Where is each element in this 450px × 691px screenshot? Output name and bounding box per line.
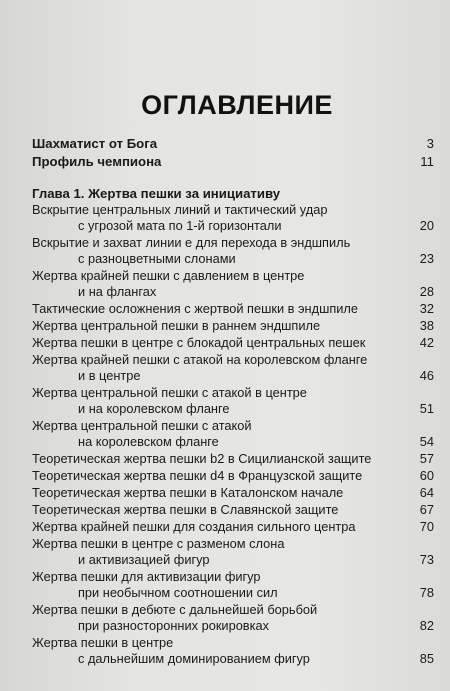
toc-page-number: 82 bbox=[419, 618, 434, 633]
toc-entry bbox=[28, 335, 438, 351]
toc-entry-text-continued: и активизацией фигур bbox=[78, 552, 210, 567]
toc-entry-text-continued: на королевском фланге bbox=[78, 434, 219, 449]
toc-entry bbox=[28, 569, 438, 601]
toc-front-item bbox=[28, 135, 438, 152]
toc-entry-text: Теоретическая жертва пешки в Каталонском начале bbox=[32, 485, 344, 500]
spacer bbox=[28, 171, 438, 186]
front-matter bbox=[28, 135, 438, 170]
toc-entry-text-continued: с дальнейшим доминированием фигур bbox=[78, 651, 310, 666]
toc-page-number: 85 bbox=[419, 651, 434, 666]
toc-entry-line bbox=[28, 618, 438, 634]
toc-page-number: 78 bbox=[419, 585, 434, 600]
toc-entry bbox=[28, 202, 438, 234]
toc-entry-line bbox=[28, 418, 438, 434]
toc-entry-text: Жертва пешки в центре с блокадой центральных пешек bbox=[32, 335, 366, 350]
toc-entry-line bbox=[28, 284, 438, 300]
toc-entry bbox=[28, 468, 438, 484]
toc-item-text: Профиль чемпиона bbox=[32, 154, 162, 169]
toc-entry-text: Жертва пешки в центре bbox=[32, 635, 174, 650]
toc-entry-line bbox=[28, 451, 438, 467]
toc-entry-line bbox=[28, 602, 438, 618]
toc-entry-text: Теоретическая жертва пешки b2 в Сицилианской защите bbox=[32, 451, 372, 466]
toc-entry-text: Жертва центральной пешки в раннем эндшпиле bbox=[32, 318, 321, 333]
toc-entry bbox=[28, 519, 438, 535]
toc-entry-line bbox=[28, 651, 438, 667]
toc-page-number: 54 bbox=[419, 434, 434, 449]
toc-page-number: 23 bbox=[419, 251, 434, 266]
toc-entry-text-continued: с разноцветными слонами bbox=[78, 251, 236, 266]
table-of-contents bbox=[28, 90, 438, 668]
toc-page-number: 38 bbox=[419, 318, 434, 333]
toc-item-text: Шахматист от Бога bbox=[32, 136, 158, 151]
toc-entry-line bbox=[28, 352, 438, 368]
toc-entry-text: Жертва пешки для активизации фигур bbox=[32, 569, 261, 584]
toc-entry-line bbox=[28, 485, 438, 501]
toc-entry-text: Жертва крайней пешки для создания сильного центра bbox=[32, 519, 356, 534]
toc-entry-line bbox=[28, 385, 438, 401]
page-title: ОГЛАВЛЕНИЕ bbox=[141, 90, 333, 120]
toc-entry-text-continued: и на флангах bbox=[78, 284, 157, 299]
toc-entry bbox=[28, 352, 438, 384]
toc-entry-text-continued: при необычном соотношении сил bbox=[78, 585, 278, 600]
toc-entry bbox=[28, 635, 438, 667]
toc-entry-line bbox=[28, 635, 438, 651]
toc-entry bbox=[28, 602, 438, 634]
toc-entry bbox=[28, 418, 438, 450]
toc-page-number: 32 bbox=[419, 301, 434, 316]
toc-entry-line bbox=[28, 519, 438, 535]
toc-entry bbox=[28, 451, 438, 467]
toc-entry bbox=[28, 385, 438, 417]
toc-page-number: 73 bbox=[419, 552, 434, 567]
toc-entry-line bbox=[28, 335, 438, 351]
toc-entry-text: Жертва центральной пешки с атакой в центре bbox=[32, 385, 307, 400]
toc-entries bbox=[28, 202, 438, 667]
toc-page-number: 46 bbox=[419, 368, 434, 383]
toc-entry-text: Теоретическая жертва пешки d4 в Французской защите bbox=[32, 468, 363, 483]
toc-page-number: 51 bbox=[419, 401, 434, 416]
toc-entry-line bbox=[28, 251, 438, 267]
toc-entry-text-continued: и в центре bbox=[78, 368, 141, 383]
toc-entry-text: Жертва крайней пешки с атакой на королевском фланге bbox=[32, 352, 368, 367]
toc-entry-line bbox=[28, 301, 438, 317]
toc-page-number: 11 bbox=[420, 154, 434, 169]
toc-entry bbox=[28, 268, 438, 300]
toc-entry-text: Жертва центральной пешки с атакой bbox=[32, 418, 252, 433]
toc-entry bbox=[28, 318, 438, 334]
toc-entry-text: Тактические осложнения с жертвой пешки в эндшпиле bbox=[32, 301, 359, 316]
toc-page-number: 57 bbox=[419, 451, 434, 466]
toc-front-item bbox=[28, 153, 438, 170]
toc-entry-line bbox=[28, 552, 438, 568]
toc-entry-line bbox=[28, 202, 438, 218]
toc-page-number: 60 bbox=[419, 468, 434, 483]
toc-entry bbox=[28, 301, 438, 317]
toc-entry-line bbox=[28, 569, 438, 585]
toc-page-number: 67 bbox=[419, 502, 434, 517]
toc-entry-line bbox=[28, 502, 438, 518]
toc-entry-text-continued: с угрозой мата по 1-й горизонтали bbox=[78, 218, 282, 233]
toc-entry-line bbox=[28, 401, 438, 417]
toc-entry-line bbox=[28, 434, 438, 450]
toc-entry-line bbox=[28, 268, 438, 284]
toc-entry-line bbox=[28, 536, 438, 552]
chapter-heading bbox=[28, 186, 438, 202]
toc-page-number: 42 bbox=[419, 335, 434, 350]
toc-entry bbox=[28, 485, 438, 501]
toc-entry-text: Вскрытие и захват линии e для перехода в эндшпиль bbox=[32, 235, 351, 250]
toc-entry-line bbox=[28, 368, 438, 384]
toc-entry-text-continued: и на королевском фланге bbox=[78, 401, 230, 416]
toc-page-number: 20 bbox=[419, 218, 434, 233]
toc-entry-text: Вскрытие центральных линий и тактический удар bbox=[32, 202, 328, 217]
toc-entry-text: Жертва пешки в дебюте с дальнейшей борьбой bbox=[32, 602, 318, 617]
toc-entry-line bbox=[28, 318, 438, 334]
toc-page-number: 3 bbox=[426, 136, 434, 151]
toc-entry-text: Жертва пешки в центре с разменом слона bbox=[32, 536, 285, 551]
toc-page-number: 64 bbox=[419, 485, 434, 500]
toc-entry-line bbox=[28, 218, 438, 234]
toc-entry-text: Теоретическая жертва пешки в Славянской защите bbox=[32, 502, 339, 517]
toc-entry bbox=[28, 536, 438, 568]
chapter-title: Глава 1. Жертва пешки за инициативу bbox=[32, 186, 281, 201]
toc-entry-line bbox=[28, 235, 438, 251]
toc-entry-line bbox=[28, 585, 438, 601]
toc-entry bbox=[28, 502, 438, 518]
toc-entry bbox=[28, 235, 438, 267]
toc-entry-text: Жертва крайней пешки с давлением в центре bbox=[32, 268, 305, 283]
toc-entry-text-continued: при разносторонних рокировках bbox=[78, 618, 270, 633]
toc-entry-line bbox=[28, 468, 438, 484]
toc-page-number: 28 bbox=[419, 284, 434, 299]
toc-page-number: 70 bbox=[419, 519, 434, 534]
